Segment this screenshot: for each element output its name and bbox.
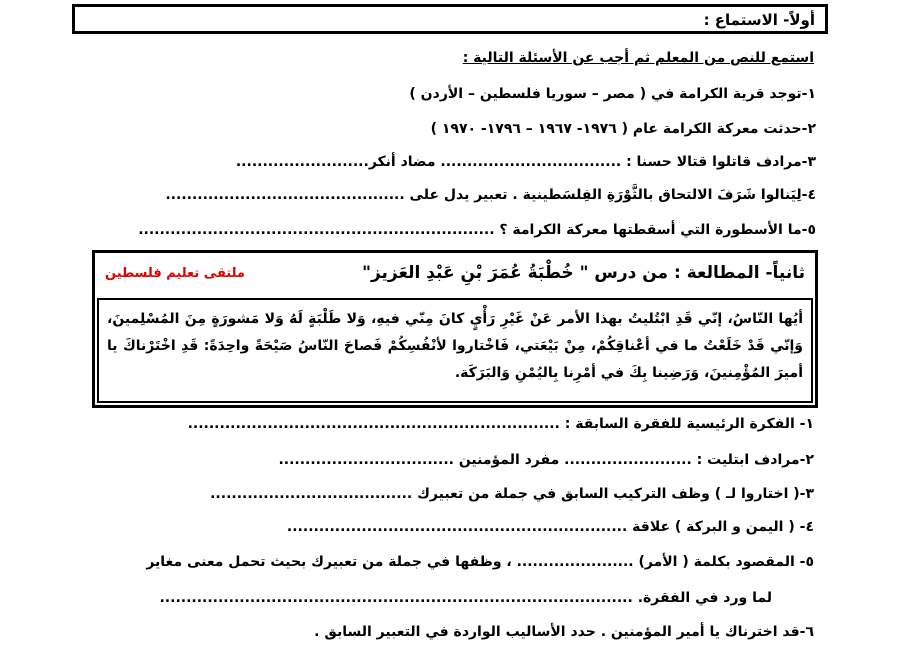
reading-question-2: ٢-مرادف ابتليت : ........................ مفرد المؤمنين .................................	[278, 452, 814, 468]
reading-section	[92, 250, 818, 408]
reading-question-4: ٤- ( اليمن و البركة ) علاقة ................................................................	[286, 519, 814, 535]
listening-section-header	[72, 4, 828, 34]
reading-question-5-continued: لما ورد في الفقرة. .........................................................................................	[159, 590, 772, 606]
reading-section-title: ثانياً- المطالعة : من درس " خُطْبَةُ عُمَرَ بْنِ عَبْدِ العَزيز"	[362, 263, 805, 283]
listening-question-1: ١-توجد قرية الكرامة في ( مصر – سوريا فلسطين – الأردن )	[409, 86, 816, 102]
listening-question-2: ٢-حدثت معركة الكرامة عام ( ١٩٧٦- ١٩٦٧ – ١٧٩٦- ١٩٧٠ )	[430, 121, 816, 137]
reading-question-1: ١- الفكرة الرئيسية للفقرة السابقة : ......................................................................	[187, 416, 814, 432]
listening-section-title: أولاً- الاستماع :	[703, 11, 815, 29]
reading-passage: أيُها النّاسُ، إنّي قَدِ ابْتُليتُ بهذا الأمر عَنْ غَيْرِ رَأْيٍ كانَ مِنّي فيهِ، وَلا طَلْبَةٍ لَهُ وَلا مَشورَةٍ مِنَ المُسْلِمينَ، وَإنّي قَدْ خَلَعْتُ ما في أعْناقِكُمْ، مِنْ بَيْعَتي، فَاخْتاروا لأنْفُسِكُمْ فَصاحَ النّاسُ صَيْحَةً واحِدَةً: قَدِ اخْتَرْناكَ يا أميرَ المُؤْمِنينَ، وَرَضِينا بِكَ في أمْرِنا بِاليُمْنِ وَالبَرَكَة.	[97, 298, 813, 403]
listening-question-4: ٤-لِيَنالوا شَرَفَ الالتحاق بالثَّوْرَةِ الفِلسَطينية . تعبير يدل على .............................................	[165, 187, 816, 203]
listening-instruction: استمع للنص من المعلم ثم أجب عن الأسئلة التالية :	[462, 50, 814, 66]
logo-text: ملتقى تعليم فلسطين	[105, 266, 245, 281]
reading-question-6: ٦-قد اخترناك يا أمير المؤمنين . حدد الأساليب الواردة في التعبير السابق .	[314, 624, 814, 640]
listening-question-3: ٣-مرادف قاتلوا قتالا حسنا : .................................. مضاد أنكر.........................	[235, 154, 816, 170]
reading-question-3: ٣-( اختاروا لـ ) وظف التركيب السابق في جملة من تعبيرك ......................................	[210, 486, 814, 502]
reading-section-header	[95, 253, 815, 298]
reading-question-5: ٥- المقصود بكلمة ( الأمر) ...................... ، وظفها في جملة من تعبيرك بحيث تحمل معنى مغاير	[146, 554, 814, 570]
listening-question-5: ٥-ما الأسطورة التي أسقطتها معركة الكرامة ؟ ...................................................................	[138, 222, 816, 238]
